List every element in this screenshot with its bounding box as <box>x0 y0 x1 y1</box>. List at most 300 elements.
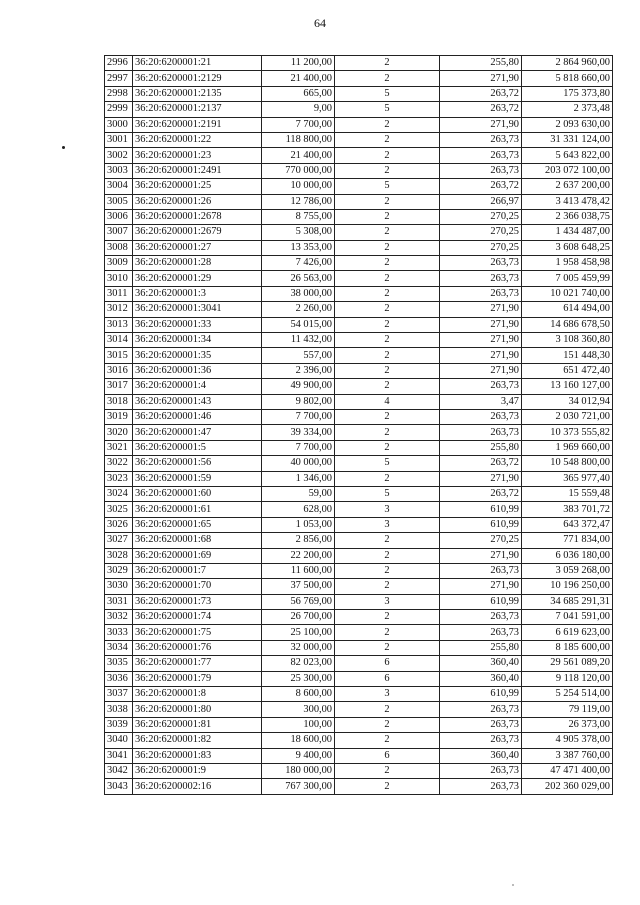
row-number-cell: 3008 <box>105 240 133 255</box>
category-code-cell: 2 <box>335 256 440 271</box>
table-row <box>105 148 613 163</box>
category-code-cell: 3 <box>335 517 440 532</box>
row-number-cell: 2997 <box>105 71 133 86</box>
specific-value-cell: 270,25 <box>440 240 522 255</box>
row-number-cell: 3002 <box>105 148 133 163</box>
row-number-cell: 3024 <box>105 486 133 501</box>
cadastral-value-cell: 2 864 960,00 <box>522 56 613 71</box>
table-row <box>105 656 613 671</box>
cadastral-value-cell: 34 012,94 <box>522 394 613 409</box>
table-row <box>105 563 613 578</box>
area-cell: 32 000,00 <box>262 640 335 655</box>
cadastral-number-cell: 36:20:6200001:2679 <box>133 225 262 240</box>
row-number-cell: 3003 <box>105 163 133 178</box>
row-number-cell: 3031 <box>105 594 133 609</box>
cadastral-value-cell: 3 608 648,25 <box>522 240 613 255</box>
cadastral-number-cell: 36:20:6200001:33 <box>133 317 262 332</box>
row-number-cell: 3036 <box>105 671 133 686</box>
category-code-cell: 2 <box>335 348 440 363</box>
table-row <box>105 409 613 424</box>
cadastral-value-cell: 10 196 250,00 <box>522 579 613 594</box>
cadastral-value-cell: 365 977,40 <box>522 471 613 486</box>
cadastral-value-cell: 5 254 514,00 <box>522 687 613 702</box>
row-number-cell: 3040 <box>105 733 133 748</box>
cadastral-value-cell: 2 030 721,00 <box>522 409 613 424</box>
area-cell: 8 755,00 <box>262 209 335 224</box>
area-cell: 2 396,00 <box>262 363 335 378</box>
cadastral-value-cell: 3 413 478,42 <box>522 194 613 209</box>
category-code-cell: 5 <box>335 86 440 101</box>
row-number-cell: 3032 <box>105 610 133 625</box>
table-row <box>105 671 613 686</box>
cadastral-value-cell: 4 905 378,00 <box>522 733 613 748</box>
table-row <box>105 640 613 655</box>
specific-value-cell: 610,99 <box>440 517 522 532</box>
area-cell: 49 900,00 <box>262 379 335 394</box>
category-code-cell: 2 <box>335 56 440 71</box>
specific-value-cell: 271,90 <box>440 333 522 348</box>
category-code-cell: 2 <box>335 363 440 378</box>
row-number-cell: 3038 <box>105 702 133 717</box>
cadastral-value-cell: 651 472,40 <box>522 363 613 378</box>
specific-value-cell: 263,73 <box>440 425 522 440</box>
category-code-cell: 2 <box>335 425 440 440</box>
area-cell: 665,00 <box>262 86 335 101</box>
cadastral-value-cell: 2 366 038,75 <box>522 209 613 224</box>
cadastral-number-cell: 36:20:6200001:77 <box>133 656 262 671</box>
row-number-cell: 3004 <box>105 179 133 194</box>
area-cell: 56 769,00 <box>262 594 335 609</box>
table-row <box>105 533 613 548</box>
table-row <box>105 517 613 532</box>
row-number-cell: 3012 <box>105 302 133 317</box>
table-row <box>105 71 613 86</box>
area-cell: 39 334,00 <box>262 425 335 440</box>
cadastral-value-cell: 6 619 623,00 <box>522 625 613 640</box>
cadastral-value-cell: 2 637 200,00 <box>522 179 613 194</box>
row-number-cell: 3041 <box>105 748 133 763</box>
table-row <box>105 579 613 594</box>
cadastral-number-cell: 36:20:6200001:65 <box>133 517 262 532</box>
specific-value-cell: 360,40 <box>440 671 522 686</box>
table-body <box>105 56 613 795</box>
row-number-cell: 3023 <box>105 471 133 486</box>
area-cell: 25 100,00 <box>262 625 335 640</box>
category-code-cell: 2 <box>335 471 440 486</box>
category-code-cell: 2 <box>335 779 440 794</box>
scan-speck <box>512 884 514 886</box>
cadastral-value-cell: 26 373,00 <box>522 717 613 732</box>
row-number-cell: 3025 <box>105 502 133 517</box>
row-number-cell: 2996 <box>105 56 133 71</box>
area-cell: 767 300,00 <box>262 779 335 794</box>
cadastral-value-cell: 79 119,00 <box>522 702 613 717</box>
table-row <box>105 348 613 363</box>
row-number-cell: 3039 <box>105 717 133 732</box>
specific-value-cell: 263,73 <box>440 610 522 625</box>
specific-value-cell: 263,72 <box>440 456 522 471</box>
table-row <box>105 194 613 209</box>
cadastral-number-cell: 36:20:6200001:69 <box>133 548 262 563</box>
row-number-cell: 3026 <box>105 517 133 532</box>
cadastral-number-cell: 36:20:6200001:47 <box>133 425 262 440</box>
cadastral-value-cell: 29 561 089,20 <box>522 656 613 671</box>
category-code-cell: 3 <box>335 502 440 517</box>
cadastral-number-cell: 36:20:6200001:3 <box>133 286 262 301</box>
row-number-cell: 3015 <box>105 348 133 363</box>
table-row <box>105 425 613 440</box>
category-code-cell: 3 <box>335 594 440 609</box>
table-row <box>105 594 613 609</box>
cadastral-number-cell: 36:20:6200001:75 <box>133 625 262 640</box>
cadastral-value-cell: 5 818 660,00 <box>522 71 613 86</box>
table-row <box>105 763 613 778</box>
table-row <box>105 102 613 117</box>
area-cell: 10 000,00 <box>262 179 335 194</box>
area-cell: 54 015,00 <box>262 317 335 332</box>
table-row <box>105 256 613 271</box>
area-cell: 2 260,00 <box>262 302 335 317</box>
specific-value-cell: 270,25 <box>440 209 522 224</box>
cadastral-value-cell: 15 559,48 <box>522 486 613 501</box>
category-code-cell: 2 <box>335 194 440 209</box>
row-number-cell: 3027 <box>105 533 133 548</box>
table-row <box>105 117 613 132</box>
table-row <box>105 163 613 178</box>
specific-value-cell: 263,73 <box>440 163 522 178</box>
category-code-cell: 2 <box>335 240 440 255</box>
area-cell: 100,00 <box>262 717 335 732</box>
cadastral-number-cell: 36:20:6200001:2137 <box>133 102 262 117</box>
cadastral-value-cell: 1 434 487,00 <box>522 225 613 240</box>
cadastral-number-cell: 36:20:6200001:43 <box>133 394 262 409</box>
category-code-cell: 5 <box>335 102 440 117</box>
cadastral-number-cell: 36:20:6200001:29 <box>133 271 262 286</box>
table-row <box>105 687 613 702</box>
row-number-cell: 3029 <box>105 563 133 578</box>
row-number-cell: 3030 <box>105 579 133 594</box>
specific-value-cell: 271,90 <box>440 579 522 594</box>
table-row <box>105 86 613 101</box>
cadastral-value-cell: 1 958 458,98 <box>522 256 613 271</box>
area-cell: 1 053,00 <box>262 517 335 532</box>
category-code-cell: 2 <box>335 702 440 717</box>
specific-value-cell: 263,73 <box>440 132 522 147</box>
category-code-cell: 2 <box>335 640 440 655</box>
row-number-cell: 3016 <box>105 363 133 378</box>
cadastral-value-cell: 47 471 400,00 <box>522 763 613 778</box>
cadastral-number-cell: 36:20:6200001:7 <box>133 563 262 578</box>
specific-value-cell: 263,73 <box>440 717 522 732</box>
category-code-cell: 2 <box>335 579 440 594</box>
area-cell: 5 308,00 <box>262 225 335 240</box>
cadastral-value-cell: 10 548 800,00 <box>522 456 613 471</box>
specific-value-cell: 263,73 <box>440 563 522 578</box>
cadastral-number-cell: 36:20:6200001:2129 <box>133 71 262 86</box>
specific-value-cell: 271,90 <box>440 71 522 86</box>
category-code-cell: 2 <box>335 533 440 548</box>
specific-value-cell: 271,90 <box>440 348 522 363</box>
cadastral-number-cell: 36:20:6200001:21 <box>133 56 262 71</box>
category-code-cell: 2 <box>335 625 440 640</box>
category-code-cell: 4 <box>335 394 440 409</box>
table-row <box>105 456 613 471</box>
table-row <box>105 379 613 394</box>
row-number-cell: 3037 <box>105 687 133 702</box>
table-row <box>105 702 613 717</box>
row-number-cell: 3011 <box>105 286 133 301</box>
cadastral-value-table <box>104 55 613 795</box>
area-cell: 38 000,00 <box>262 286 335 301</box>
area-cell: 59,00 <box>262 486 335 501</box>
specific-value-cell: 271,90 <box>440 317 522 332</box>
specific-value-cell: 271,90 <box>440 363 522 378</box>
cadastral-value-cell: 3 108 360,80 <box>522 333 613 348</box>
category-code-cell: 2 <box>335 763 440 778</box>
area-cell: 9,00 <box>262 102 335 117</box>
cadastral-number-cell: 36:20:6200001:46 <box>133 409 262 424</box>
table-row <box>105 286 613 301</box>
table-row <box>105 225 613 240</box>
cadastral-number-cell: 36:20:6200001:3041 <box>133 302 262 317</box>
area-cell: 37 500,00 <box>262 579 335 594</box>
category-code-cell: 2 <box>335 563 440 578</box>
area-cell: 21 400,00 <box>262 148 335 163</box>
cadastral-number-cell: 36:20:6200001:35 <box>133 348 262 363</box>
cadastral-number-cell: 36:20:6200001:9 <box>133 763 262 778</box>
cadastral-number-cell: 36:20:6200001:2491 <box>133 163 262 178</box>
table-row <box>105 502 613 517</box>
specific-value-cell: 263,73 <box>440 256 522 271</box>
category-code-cell: 2 <box>335 286 440 301</box>
row-number-cell: 3042 <box>105 763 133 778</box>
cadastral-number-cell: 36:20:6200001:81 <box>133 717 262 732</box>
category-code-cell: 5 <box>335 179 440 194</box>
area-cell: 180 000,00 <box>262 763 335 778</box>
category-code-cell: 2 <box>335 317 440 332</box>
category-code-cell: 2 <box>335 209 440 224</box>
row-number-cell: 3019 <box>105 409 133 424</box>
category-code-cell: 2 <box>335 148 440 163</box>
cadastral-number-cell: 36:20:6200001:60 <box>133 486 262 501</box>
cadastral-value-cell: 8 185 600,00 <box>522 640 613 655</box>
row-number-cell: 3013 <box>105 317 133 332</box>
specific-value-cell: 610,99 <box>440 502 522 517</box>
table-row <box>105 209 613 224</box>
cadastral-number-cell: 36:20:6200001:27 <box>133 240 262 255</box>
category-code-cell: 2 <box>335 610 440 625</box>
cadastral-value-cell: 10 373 555,82 <box>522 425 613 440</box>
area-cell: 7 426,00 <box>262 256 335 271</box>
specific-value-cell: 263,72 <box>440 102 522 117</box>
row-number-cell: 3001 <box>105 132 133 147</box>
specific-value-cell: 270,25 <box>440 533 522 548</box>
specific-value-cell: 271,90 <box>440 471 522 486</box>
cadastral-number-cell: 36:20:6200001:8 <box>133 687 262 702</box>
cadastral-value-cell: 383 701,72 <box>522 502 613 517</box>
row-number-cell: 2999 <box>105 102 133 117</box>
specific-value-cell: 255,80 <box>440 440 522 455</box>
row-number-cell: 3014 <box>105 333 133 348</box>
table-row <box>105 625 613 640</box>
table-row <box>105 610 613 625</box>
table-row <box>105 548 613 563</box>
specific-value-cell: 610,99 <box>440 594 522 609</box>
area-cell: 11 200,00 <box>262 56 335 71</box>
specific-value-cell: 263,72 <box>440 179 522 194</box>
cadastral-number-cell: 36:20:6200001:73 <box>133 594 262 609</box>
specific-value-cell: 263,73 <box>440 379 522 394</box>
category-code-cell: 2 <box>335 71 440 86</box>
cadastral-number-cell: 36:20:6200001:34 <box>133 333 262 348</box>
cadastral-value-cell: 1 969 660,00 <box>522 440 613 455</box>
row-number-cell: 3034 <box>105 640 133 655</box>
specific-value-cell: 263,73 <box>440 271 522 286</box>
cadastral-number-cell: 36:20:6200001:36 <box>133 363 262 378</box>
row-number-cell: 2998 <box>105 86 133 101</box>
cadastral-number-cell: 36:20:6200001:28 <box>133 256 262 271</box>
table-row <box>105 56 613 71</box>
row-number-cell: 3022 <box>105 456 133 471</box>
cadastral-number-cell: 36:20:6200001:82 <box>133 733 262 748</box>
cadastral-number-cell: 36:20:6200001:5 <box>133 440 262 455</box>
area-cell: 7 700,00 <box>262 440 335 455</box>
cadastral-number-cell: 36:20:6200001:56 <box>133 456 262 471</box>
category-code-cell: 2 <box>335 225 440 240</box>
area-cell: 300,00 <box>262 702 335 717</box>
category-code-cell: 2 <box>335 548 440 563</box>
cadastral-value-cell: 2 093 630,00 <box>522 117 613 132</box>
category-code-cell: 6 <box>335 671 440 686</box>
table-row <box>105 363 613 378</box>
cadastral-number-cell: 36:20:6200001:76 <box>133 640 262 655</box>
cadastral-number-cell: 36:20:6200001:2135 <box>133 86 262 101</box>
cadastral-value-cell: 2 373,48 <box>522 102 613 117</box>
cadastral-number-cell: 36:20:6200001:68 <box>133 533 262 548</box>
table-row <box>105 179 613 194</box>
row-number-cell: 3043 <box>105 779 133 794</box>
area-cell: 21 400,00 <box>262 71 335 86</box>
category-code-cell: 5 <box>335 456 440 471</box>
cadastral-value-cell: 175 373,80 <box>522 86 613 101</box>
cadastral-number-cell: 36:20:6200001:22 <box>133 132 262 147</box>
specific-value-cell: 3,47 <box>440 394 522 409</box>
table-row <box>105 486 613 501</box>
cadastral-value-cell: 5 643 822,00 <box>522 148 613 163</box>
specific-value-cell: 271,90 <box>440 117 522 132</box>
specific-value-cell: 360,40 <box>440 656 522 671</box>
cadastral-value-cell: 614 494,00 <box>522 302 613 317</box>
category-code-cell: 2 <box>335 132 440 147</box>
specific-value-cell: 263,72 <box>440 86 522 101</box>
category-code-cell: 2 <box>335 163 440 178</box>
cadastral-number-cell: 36:20:6200001:79 <box>133 671 262 686</box>
table-row <box>105 271 613 286</box>
specific-value-cell: 263,73 <box>440 702 522 717</box>
area-cell: 9 802,00 <box>262 394 335 409</box>
table-row <box>105 394 613 409</box>
category-code-cell: 2 <box>335 333 440 348</box>
area-cell: 118 800,00 <box>262 132 335 147</box>
area-cell: 9 400,00 <box>262 748 335 763</box>
cadastral-value-cell: 7 041 591,00 <box>522 610 613 625</box>
row-number-cell: 3035 <box>105 656 133 671</box>
cadastral-value-cell: 14 686 678,50 <box>522 317 613 332</box>
area-cell: 25 300,00 <box>262 671 335 686</box>
table-row <box>105 779 613 794</box>
area-cell: 557,00 <box>262 348 335 363</box>
area-cell: 770 000,00 <box>262 163 335 178</box>
cadastral-value-cell: 31 331 124,00 <box>522 132 613 147</box>
table-row <box>105 240 613 255</box>
category-code-cell: 2 <box>335 440 440 455</box>
cadastral-number-cell: 36:20:6200001:25 <box>133 179 262 194</box>
area-cell: 26 563,00 <box>262 271 335 286</box>
specific-value-cell: 263,73 <box>440 779 522 794</box>
table-row <box>105 733 613 748</box>
row-number-cell: 3018 <box>105 394 133 409</box>
table-row <box>105 333 613 348</box>
cadastral-number-cell: 36:20:6200001:2678 <box>133 209 262 224</box>
row-number-cell: 3021 <box>105 440 133 455</box>
area-cell: 22 200,00 <box>262 548 335 563</box>
cadastral-value-cell: 3 387 760,00 <box>522 748 613 763</box>
area-cell: 7 700,00 <box>262 409 335 424</box>
specific-value-cell: 610,99 <box>440 687 522 702</box>
cadastral-number-cell: 36:20:6200001:80 <box>133 702 262 717</box>
category-code-cell: 6 <box>335 656 440 671</box>
area-cell: 7 700,00 <box>262 117 335 132</box>
table-row <box>105 717 613 732</box>
area-cell: 2 856,00 <box>262 533 335 548</box>
specific-value-cell: 255,80 <box>440 56 522 71</box>
specific-value-cell: 263,72 <box>440 486 522 501</box>
specific-value-cell: 271,90 <box>440 548 522 563</box>
table-row <box>105 317 613 332</box>
category-code-cell: 2 <box>335 271 440 286</box>
margin-dot <box>62 146 65 149</box>
specific-value-cell: 263,73 <box>440 286 522 301</box>
specific-value-cell: 266,97 <box>440 194 522 209</box>
specific-value-cell: 360,40 <box>440 748 522 763</box>
area-cell: 18 600,00 <box>262 733 335 748</box>
cadastral-value-cell: 3 059 268,00 <box>522 563 613 578</box>
specific-value-cell: 263,73 <box>440 409 522 424</box>
row-number-cell: 3007 <box>105 225 133 240</box>
table-row <box>105 471 613 486</box>
cadastral-number-cell: 36:20:6200001:4 <box>133 379 262 394</box>
area-cell: 11 600,00 <box>262 563 335 578</box>
row-number-cell: 3000 <box>105 117 133 132</box>
row-number-cell: 3033 <box>105 625 133 640</box>
area-cell: 8 600,00 <box>262 687 335 702</box>
cadastral-number-cell: 36:20:6200001:26 <box>133 194 262 209</box>
specific-value-cell: 271,90 <box>440 302 522 317</box>
row-number-cell: 3017 <box>105 379 133 394</box>
cadastral-number-cell: 36:20:6200001:83 <box>133 748 262 763</box>
category-code-cell: 3 <box>335 687 440 702</box>
cadastral-number-cell: 36:20:6200001:70 <box>133 579 262 594</box>
area-cell: 40 000,00 <box>262 456 335 471</box>
row-number-cell: 3005 <box>105 194 133 209</box>
table-row <box>105 440 613 455</box>
page-number: 64 <box>314 16 326 30</box>
table-row <box>105 132 613 147</box>
cadastral-value-cell: 34 685 291,31 <box>522 594 613 609</box>
area-cell: 82 023,00 <box>262 656 335 671</box>
area-cell: 12 786,00 <box>262 194 335 209</box>
cadastral-value-cell: 9 118 120,00 <box>522 671 613 686</box>
